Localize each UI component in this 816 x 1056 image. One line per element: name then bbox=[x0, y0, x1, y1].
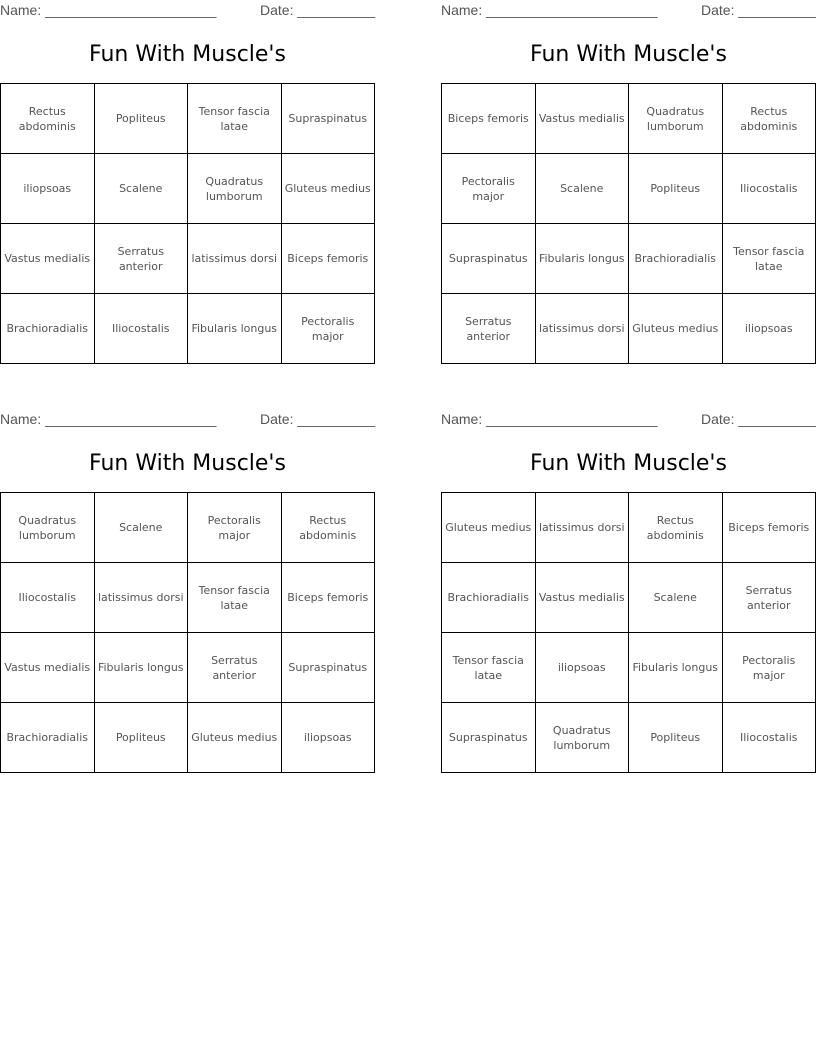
bingo-cell: Serratus anterior bbox=[95, 224, 189, 294]
bingo-cell: latissimus dorsi bbox=[188, 224, 282, 294]
bingo-cell: iliopsoas bbox=[282, 703, 376, 773]
name-field-label: Name: ______________________ bbox=[0, 2, 217, 18]
bingo-cell: Popliteus bbox=[95, 703, 189, 773]
name-field-label: Name: ______________________ bbox=[441, 411, 658, 427]
card-title: Fun With Muscle's bbox=[89, 451, 286, 476]
bingo-cell: Supraspinatus bbox=[442, 703, 536, 773]
date-field-label: Date: __________ bbox=[260, 2, 376, 18]
date-field-label: Date: __________ bbox=[701, 2, 816, 18]
bingo-cell: Tensor fascia latae bbox=[188, 563, 282, 633]
bingo-cell: Scalene bbox=[95, 493, 189, 563]
bingo-cell: Quadratus lumborum bbox=[536, 703, 630, 773]
bingo-cell: Rectus abdominis bbox=[629, 493, 723, 563]
bingo-cell: Pectoralis major bbox=[442, 154, 536, 224]
bingo-cell: Pectoralis major bbox=[282, 294, 376, 364]
bingo-cell: Gluteus medius bbox=[282, 154, 376, 224]
date-field-label: Date: __________ bbox=[260, 411, 376, 427]
bingo-cell: latissimus dorsi bbox=[95, 563, 189, 633]
bingo-cell: Fibularis longus bbox=[536, 224, 630, 294]
bingo-cell: Brachioradialis bbox=[442, 563, 536, 633]
card-title: Fun With Muscle's bbox=[530, 42, 727, 67]
bingo-cell: Vastus medialis bbox=[536, 563, 630, 633]
card-title: Fun With Muscle's bbox=[89, 42, 286, 67]
bingo-cell: Serratus anterior bbox=[723, 563, 816, 633]
bingo-cell: Brachioradialis bbox=[1, 703, 95, 773]
bingo-cell: Fibularis longus bbox=[188, 294, 282, 364]
bingo-cell: Fibularis longus bbox=[95, 633, 189, 703]
bingo-grid bbox=[441, 83, 816, 364]
bingo-cell: Biceps femoris bbox=[282, 224, 376, 294]
bingo-cell: Quadratus lumborum bbox=[188, 154, 282, 224]
card-header bbox=[0, 2, 375, 20]
bingo-cell: Quadratus lumborum bbox=[1, 493, 95, 563]
bingo-cell: Pectoralis major bbox=[188, 493, 282, 563]
bingo-cell: Brachioradialis bbox=[629, 224, 723, 294]
bingo-cell: Popliteus bbox=[629, 154, 723, 224]
card-title: Fun With Muscle's bbox=[530, 451, 727, 476]
bingo-cell: Brachioradialis bbox=[1, 294, 95, 364]
bingo-cell: Tensor fascia latae bbox=[442, 633, 536, 703]
card-header bbox=[0, 411, 375, 429]
bingo-cell: Supraspinatus bbox=[442, 224, 536, 294]
bingo-cell: Vastus medialis bbox=[1, 224, 95, 294]
bingo-cell: Supraspinatus bbox=[282, 633, 376, 703]
bingo-cell: Biceps femoris bbox=[723, 493, 816, 563]
bingo-cell: Pectoralis major bbox=[723, 633, 816, 703]
bingo-card bbox=[441, 409, 816, 774]
bingo-cell: Scalene bbox=[95, 154, 189, 224]
bingo-cell: iliopsoas bbox=[723, 294, 816, 364]
bingo-cell: Gluteus medius bbox=[629, 294, 723, 364]
bingo-card bbox=[0, 409, 375, 774]
name-field-label: Name: ______________________ bbox=[0, 411, 217, 427]
bingo-cell: Rectus abdominis bbox=[1, 84, 95, 154]
bingo-cell: Serratus anterior bbox=[188, 633, 282, 703]
date-field-label: Date: __________ bbox=[701, 411, 816, 427]
bingo-cell: Vastus medialis bbox=[1, 633, 95, 703]
bingo-cell: Gluteus medius bbox=[442, 493, 536, 563]
bingo-cell: latissimus dorsi bbox=[536, 493, 630, 563]
bingo-cell: Popliteus bbox=[95, 84, 189, 154]
bingo-grid bbox=[441, 492, 816, 773]
bingo-grid bbox=[0, 492, 375, 773]
bingo-cell: Gluteus medius bbox=[188, 703, 282, 773]
bingo-cell: latissimus dorsi bbox=[536, 294, 630, 364]
bingo-cell: iliopsoas bbox=[536, 633, 630, 703]
bingo-cell: Rectus abdominis bbox=[282, 493, 376, 563]
bingo-cell: Fibularis longus bbox=[629, 633, 723, 703]
bingo-cell: Serratus anterior bbox=[442, 294, 536, 364]
bingo-cell: Biceps femoris bbox=[442, 84, 536, 154]
bingo-cell: Vastus medialis bbox=[536, 84, 630, 154]
bingo-cell: Iliocostalis bbox=[1, 563, 95, 633]
bingo-cell: iliopsoas bbox=[1, 154, 95, 224]
bingo-cell: Tensor fascia latae bbox=[188, 84, 282, 154]
bingo-cell: Iliocostalis bbox=[723, 703, 816, 773]
card-header bbox=[441, 2, 816, 20]
bingo-cell: Iliocostalis bbox=[95, 294, 189, 364]
bingo-cell: Popliteus bbox=[629, 703, 723, 773]
name-field-label: Name: ______________________ bbox=[441, 2, 658, 18]
bingo-cell: Scalene bbox=[536, 154, 630, 224]
bingo-grid bbox=[0, 83, 375, 364]
card-header bbox=[441, 411, 816, 429]
bingo-card bbox=[441, 0, 816, 365]
bingo-cell: Scalene bbox=[629, 563, 723, 633]
bingo-cell: Supraspinatus bbox=[282, 84, 376, 154]
bingo-card bbox=[0, 0, 375, 365]
bingo-cell: Iliocostalis bbox=[723, 154, 816, 224]
bingo-cell: Biceps femoris bbox=[282, 563, 376, 633]
bingo-cell: Tensor fascia latae bbox=[723, 224, 816, 294]
bingo-cell: Quadratus lumborum bbox=[629, 84, 723, 154]
bingo-cell: Rectus abdominis bbox=[723, 84, 816, 154]
